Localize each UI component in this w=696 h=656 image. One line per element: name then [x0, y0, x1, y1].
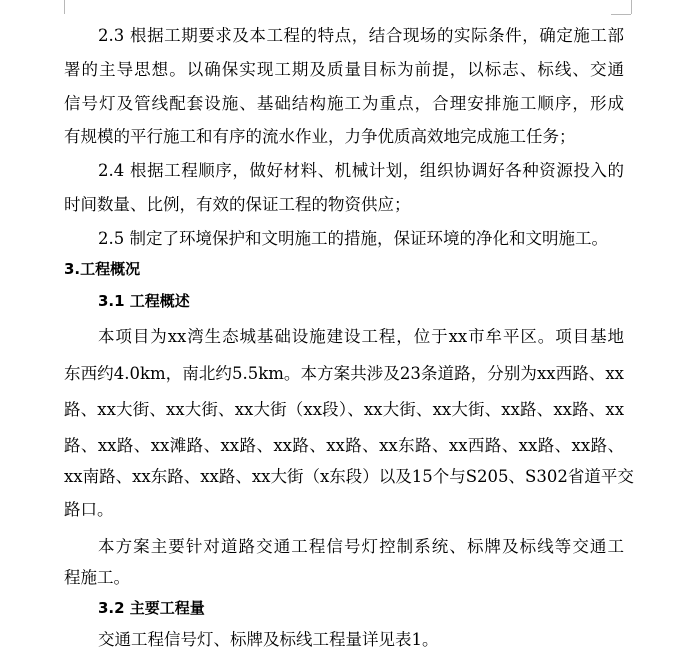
section-heading-3-1: 3.1 工程概述 — [98, 292, 190, 310]
paragraph-scope-line-1: 本方案主要针对道路交通工程信号灯控制系统、标牌及标线等交通工 — [98, 537, 624, 556]
paragraph-2-3-line-1: 2.3 根据工期要求及本工程的特点，结合现场的实际条件，确定施工部 — [98, 26, 624, 45]
paragraph-2-4-line-1: 2.4 根据工程顺序，做好材料、机械计划，组织协调好各种资源投入的 — [98, 161, 624, 180]
paragraph-3-1-line-4: 路、xx路、xx滩路、xx路、xx路、xx路、xx东路、xx西路、xx路、xx路、 — [64, 436, 624, 455]
paragraph-2-3-line-3: 信号灯及管线配套设施、基础结构施工为重点，合理安排施工顺序，形成 — [64, 94, 624, 113]
paragraph-2-4-line-2: 时间数量、比例，有效的保证工程的物资供应； — [64, 195, 411, 214]
paragraph-2-5: 2.5 制定了环境保护和文明施工的措施，保证环境的净化和文明施工。 — [98, 229, 608, 248]
paragraph-3-2: 交通工程信号灯、标牌及标线工程量详见表1。 — [98, 630, 439, 649]
section-heading-3-2: 3.2 主要工程量 — [98, 599, 205, 617]
paragraph-3-1-line-3: 路、xx大街、xx大街、xx大街（xx段）、xx大街、xx大街、xx路、xx路、xx — [64, 400, 624, 419]
paragraph-3-1-line-5: xx南路、xx东路、xx路、xx大街（x东段）以及15个与S205、S302省道平交 — [64, 467, 634, 486]
paragraph-scope-line-2: 程施工。 — [64, 568, 130, 587]
paragraph-3-1-line-1: 本项目为xx湾生态城基础设施建设工程，位于xx市牟平区。项目基地 — [98, 327, 624, 346]
paragraph-2-3-line-2: 署的主导思想。以确保实现工期及质量目标为前提，以标志、标线、交通 — [64, 60, 624, 79]
section-heading-3: 3.工程概况 — [64, 260, 141, 278]
paragraph-2-3-line-4: 有规模的平行施工和有序的流水作业，力争优质高效地完成施工任务； — [64, 127, 576, 146]
paragraph-3-1-line-2: 东西约4.0km，南北约5.5km。本方案共涉及23条道路，分别为xx西路、xx — [64, 364, 624, 383]
paragraph-3-1-line-6: 路口。 — [64, 500, 114, 519]
